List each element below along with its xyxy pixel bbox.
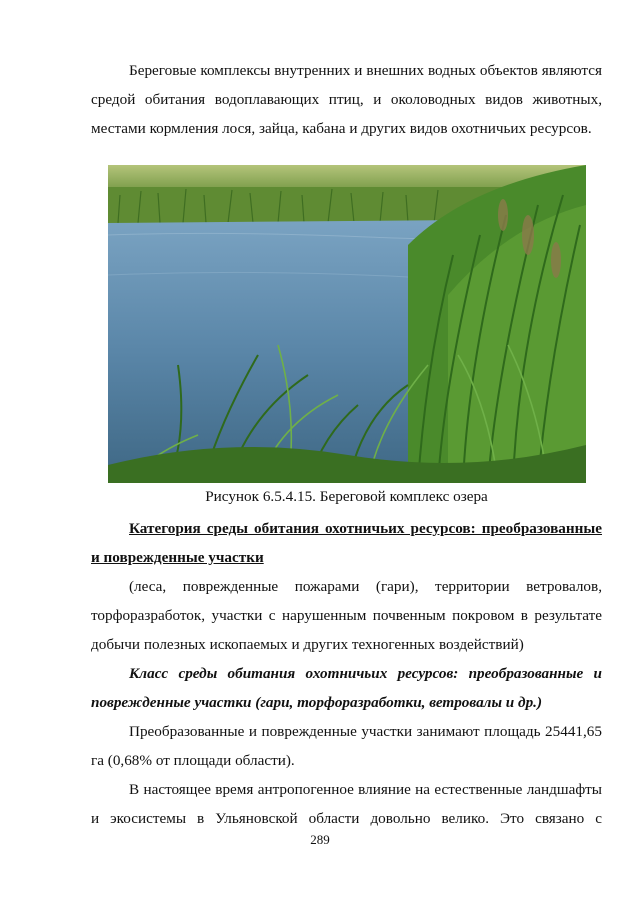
habitat-class-line-1: Класс среды обитания охотничьих ресурсов: преобразованные и <box>129 665 602 682</box>
description-line-2: торфоразработок, участки с нарушенным почвенным покровом в результате <box>91 607 602 624</box>
category-heading-line-2: и поврежденные участки <box>91 549 264 566</box>
page-number: 289 <box>310 832 330 847</box>
area-line-2: га (0,68% от площади области). <box>91 752 295 769</box>
lake-shore-photo-drawing <box>108 165 586 483</box>
impact-line-1: В настоящее время антропогенное влияние на естественные ландшафты <box>129 781 602 798</box>
description-line-1: (леса, поврежденные пожарами (гари), территории ветровалов, <box>129 578 602 595</box>
area-line-1: Преобразованные и поврежденные участки занимают площадь 25441,65 <box>129 723 602 740</box>
category-heading-line-1: Категория среды обитания охотничьих ресурсов: преобразованные <box>129 520 602 537</box>
description-line-3: добычи полезных ископаемых и других техногенных воздействий) <box>91 636 524 653</box>
lake-shore-photo <box>108 165 586 483</box>
intro-line-2: средой обитания водоплавающих птиц, и околоводных видов животных, <box>91 91 602 108</box>
figure-caption: Рисунок 6.5.4.15. Береговой комплекс озера <box>205 488 488 505</box>
intro-line-1: Береговые комплексы внутренних и внешних водных объектов являются <box>129 62 602 79</box>
impact-line-2: и экосистемы в Ульяновской области довольно велико. Это связано с <box>91 810 602 827</box>
intro-line-3: местами кормления лося, зайца, кабана и других видов охотничьих ресурсов. <box>91 120 592 137</box>
habitat-class-line-2: поврежденные участки (гари, торфоразработки, ветровалы и др.) <box>91 694 543 711</box>
